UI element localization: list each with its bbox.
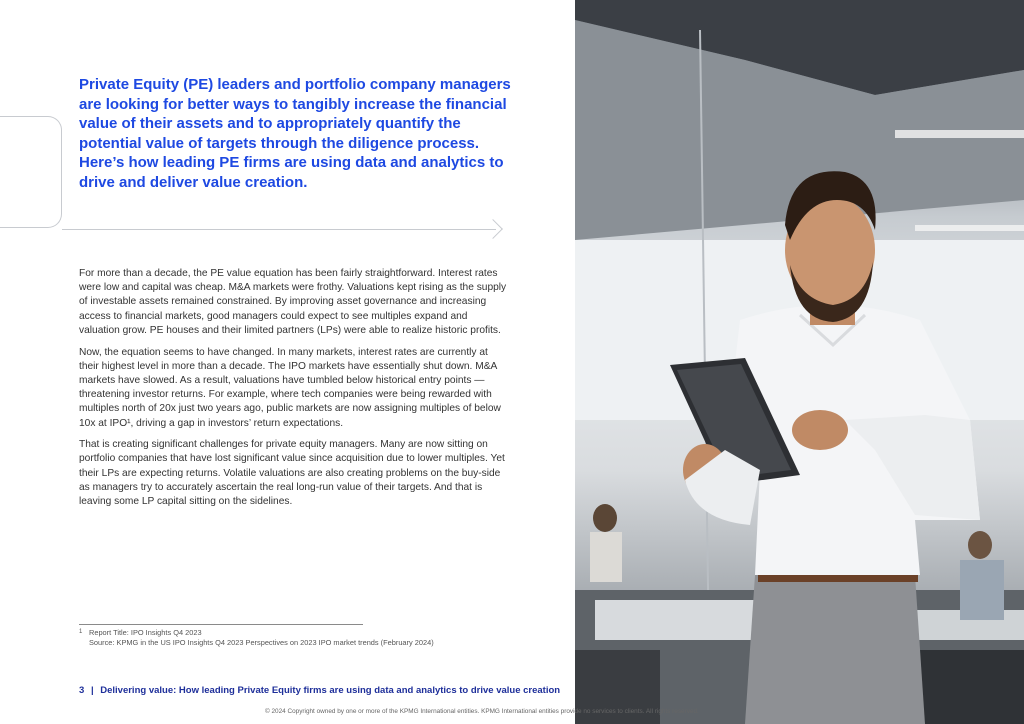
page-number: 3: [79, 685, 85, 696]
bg-person-body: [590, 532, 622, 582]
copyright-notice: © 2024 Copyright owned by one or more of the KPMG International entities. KPMG International entities provide no services to clients. All rights reserved.: [265, 708, 699, 715]
footer-separator: |: [90, 685, 94, 696]
page-footer: [79, 685, 560, 696]
body-paragraph: Now, the equation seems to have changed. In many markets, interest rates are currently at their highest level in more than a decade. The IPO markets have essentially shut down. M&A markets have slowed. As a result, valuations have tumbled below historical entry points — threatening investor returns. For example, where tech companies were being rewarded with multiples north of 20x just two years ago, public markets are now assigning multiples of below 10x at IPO¹, driving a gap in investors’ return expectations.: [79, 346, 501, 429]
bg-person-head: [968, 531, 992, 559]
footnote: [79, 628, 559, 648]
footnote-divider: [79, 624, 363, 625]
document-title: Delivering value: How leading Private Equity firms are using data and analytics to drive value creation: [100, 685, 561, 696]
decorative-arrow-line: [62, 229, 496, 230]
man-hand-right: [792, 410, 848, 450]
bg-person-head: [593, 504, 617, 532]
footnote-report-title: Report Title: IPO Insights Q4 2023: [89, 628, 202, 637]
body-paragraph: That is creating significant challenges for private equity managers. Many are now sitting on portfolio companies that have lost significant value since acquisition due to lower multiples. Yet their LPs are expecting returns. Volatile valuations are also creating problems on the buy-side as managers try to accurately ascertain the real long-run value of their targets. And that is leaving some LP capital sitting on the sidelines.: [79, 439, 505, 508]
ceiling-light: [915, 225, 1024, 231]
body-paragraph: For more than a decade, the PE value equation has been fairly straightforward. Interest rates were low and capital was cheap. M&A markets were frothy. Valuations kept rising as the supply of investable assets remained constrained. By improving asset governance and increasing access to financial markets, good managers could expect to see multiples expand and valuation grow. PE houses and their limited partners (LPs) were able to realize historic profits.: [79, 268, 507, 336]
footnote-source: Source: KPMG in the US IPO Insights Q4 2023 Perspectives on 2023 IPO market trends (February 2024): [89, 638, 434, 647]
decorative-bracket: [0, 116, 62, 228]
body-text: [79, 267, 507, 517]
footnote-number: 1: [79, 629, 83, 635]
bg-person-body: [960, 560, 1004, 620]
man-trousers: [745, 575, 925, 724]
office-photo: [575, 0, 1024, 724]
ceiling-light: [895, 130, 1024, 138]
arrow-right-icon: [483, 219, 503, 239]
intro-statement: Private Equity (PE) leaders and portfolio company managers are looking for better ways to tangibly increase the financial value of their assets and to appropriately quantify the potential value of targets through the diligence process. Here’s how leading PE firms are using data and analytics to drive and deliver value creation.: [79, 76, 511, 191]
photo-illustration: [575, 0, 1024, 724]
desk: [595, 600, 755, 640]
